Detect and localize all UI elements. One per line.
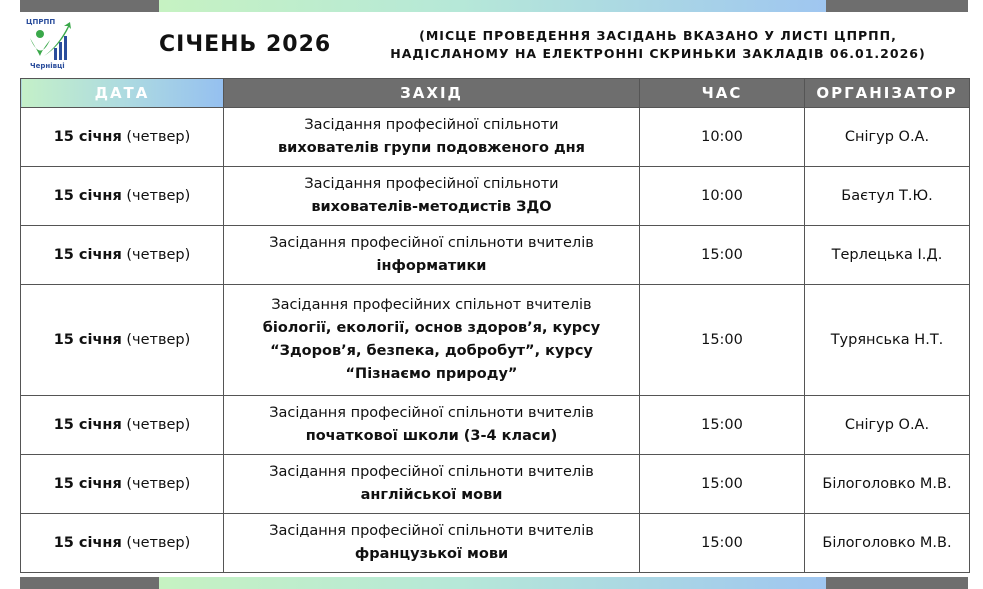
event-title: Засідання професійних спільнот вчителів: [271, 297, 592, 313]
date-day: 15 січня: [53, 534, 122, 551]
table-row: [21, 514, 970, 573]
event-audience: початкової школи (3-4 класи): [305, 428, 558, 444]
date-day: 15 січня: [53, 187, 122, 204]
organizer-cell: Снігур О.А.: [805, 108, 970, 167]
date-day: 15 січня: [53, 475, 122, 492]
event-audience: вихователів групи подовженого дня: [278, 140, 585, 156]
venue-note-line: НАДІСЛАНОМУ НА ЕЛЕКТРОННІ СКРИНЬКИ ЗАКЛАДІВ 06.01.2026): [390, 46, 926, 61]
event-audience: вихователів-методистів ЗДО: [311, 199, 552, 215]
table-row: [21, 285, 970, 396]
date-cell: [21, 455, 224, 514]
column-header-time: ЧАС: [640, 79, 805, 108]
event-cell: [224, 514, 640, 573]
date-weekday: (четвер): [121, 416, 191, 433]
date-cell: [21, 167, 224, 226]
time-cell: 10:00: [640, 108, 805, 167]
date-day: 15 січня: [53, 128, 122, 145]
event-audience: французької мови: [354, 546, 509, 562]
time-cell: 15:00: [640, 226, 805, 285]
date-weekday: (четвер): [121, 187, 191, 204]
table-row: [21, 226, 970, 285]
stripe-gradient-segment: [159, 577, 826, 589]
date-cell: [21, 108, 224, 167]
table-row: [21, 396, 970, 455]
stripe-gradient-segment: [159, 0, 826, 12]
date-cell: [21, 396, 224, 455]
date-weekday: (четвер): [121, 475, 191, 492]
event-cell: [224, 285, 640, 396]
date-cell: [21, 226, 224, 285]
table-header: [21, 79, 970, 108]
stripe-gray-segment: [20, 0, 159, 12]
logo-text: ЦПРПП: [26, 18, 56, 26]
stripe-gray-segment: [826, 577, 968, 589]
date-cell: [21, 285, 224, 396]
event-cell: [224, 455, 640, 514]
table-row: [21, 455, 970, 514]
venue-note: [378, 27, 938, 63]
organizer-cell: Снігур О.А.: [805, 396, 970, 455]
event-title: Засідання професійної спільноти: [304, 117, 559, 133]
stripe-gray-segment: [826, 0, 968, 12]
date-weekday: (четвер): [121, 246, 191, 263]
time-cell: 10:00: [640, 167, 805, 226]
organizer-cell: Баєтул Т.Ю.: [805, 167, 970, 226]
table-row: [21, 167, 970, 226]
organizer-cell: Білоголовко М.В.: [805, 514, 970, 573]
column-header-date: ДАТА: [21, 79, 224, 108]
time-cell: 15:00: [640, 396, 805, 455]
time-cell: 15:00: [640, 455, 805, 514]
table-body: [21, 108, 970, 573]
event-title: Засідання професійної спільноти вчителів: [269, 464, 594, 480]
bottom-decorative-stripe: [20, 577, 968, 589]
date-day: 15 січня: [53, 246, 122, 263]
column-header-organizer: ОРГАНІЗАТОР: [805, 79, 970, 108]
date-day: 15 січня: [53, 331, 122, 348]
venue-note-line: (МІСЦЕ ПРОВЕДЕННЯ ЗАСІДАНЬ ВКАЗАНО У ЛИСТІ ЦПРПП,: [419, 28, 897, 43]
date-weekday: (четвер): [121, 128, 191, 145]
event-title: Засідання професійної спільноти вчителів: [269, 523, 594, 539]
column-header-event: ЗАХІД: [224, 79, 640, 108]
organizer-cell: Терлецька І.Д.: [805, 226, 970, 285]
stripe-gray-segment: [20, 577, 159, 589]
logo-city-text: Чернівці: [30, 62, 65, 70]
event-audience: біології, екології, основ здоров’я, курсу “Здоров’я, безпека, добробут”, курсу “Пізнаємо природу”: [262, 320, 601, 382]
event-title: Засідання професійної спільноти: [304, 176, 559, 192]
date-cell: [21, 514, 224, 573]
time-cell: 15:00: [640, 285, 805, 396]
event-title: Засідання професійної спільноти вчителів: [269, 405, 594, 421]
date-weekday: (четвер): [121, 331, 191, 348]
table-header-row: [21, 79, 970, 108]
organizer-cell: Білоголовко М.В.: [805, 455, 970, 514]
event-cell: [224, 167, 640, 226]
top-decorative-stripe: [20, 0, 968, 12]
event-cell: [224, 226, 640, 285]
event-cell: [224, 396, 640, 455]
event-cell: [224, 108, 640, 167]
organizer-cell: Турянська Н.Т.: [805, 285, 970, 396]
schedule-table: [20, 78, 970, 573]
event-audience: інформатики: [376, 258, 487, 274]
event-title: Засідання професійної спільноти вчителів: [269, 235, 594, 251]
date-day: 15 січня: [53, 416, 122, 433]
table-row: [21, 108, 970, 167]
event-audience: англійської мови: [360, 487, 503, 503]
date-weekday: (четвер): [121, 534, 191, 551]
page-title: СІЧЕНЬ 2026: [159, 32, 332, 57]
time-cell: 15:00: [640, 514, 805, 573]
